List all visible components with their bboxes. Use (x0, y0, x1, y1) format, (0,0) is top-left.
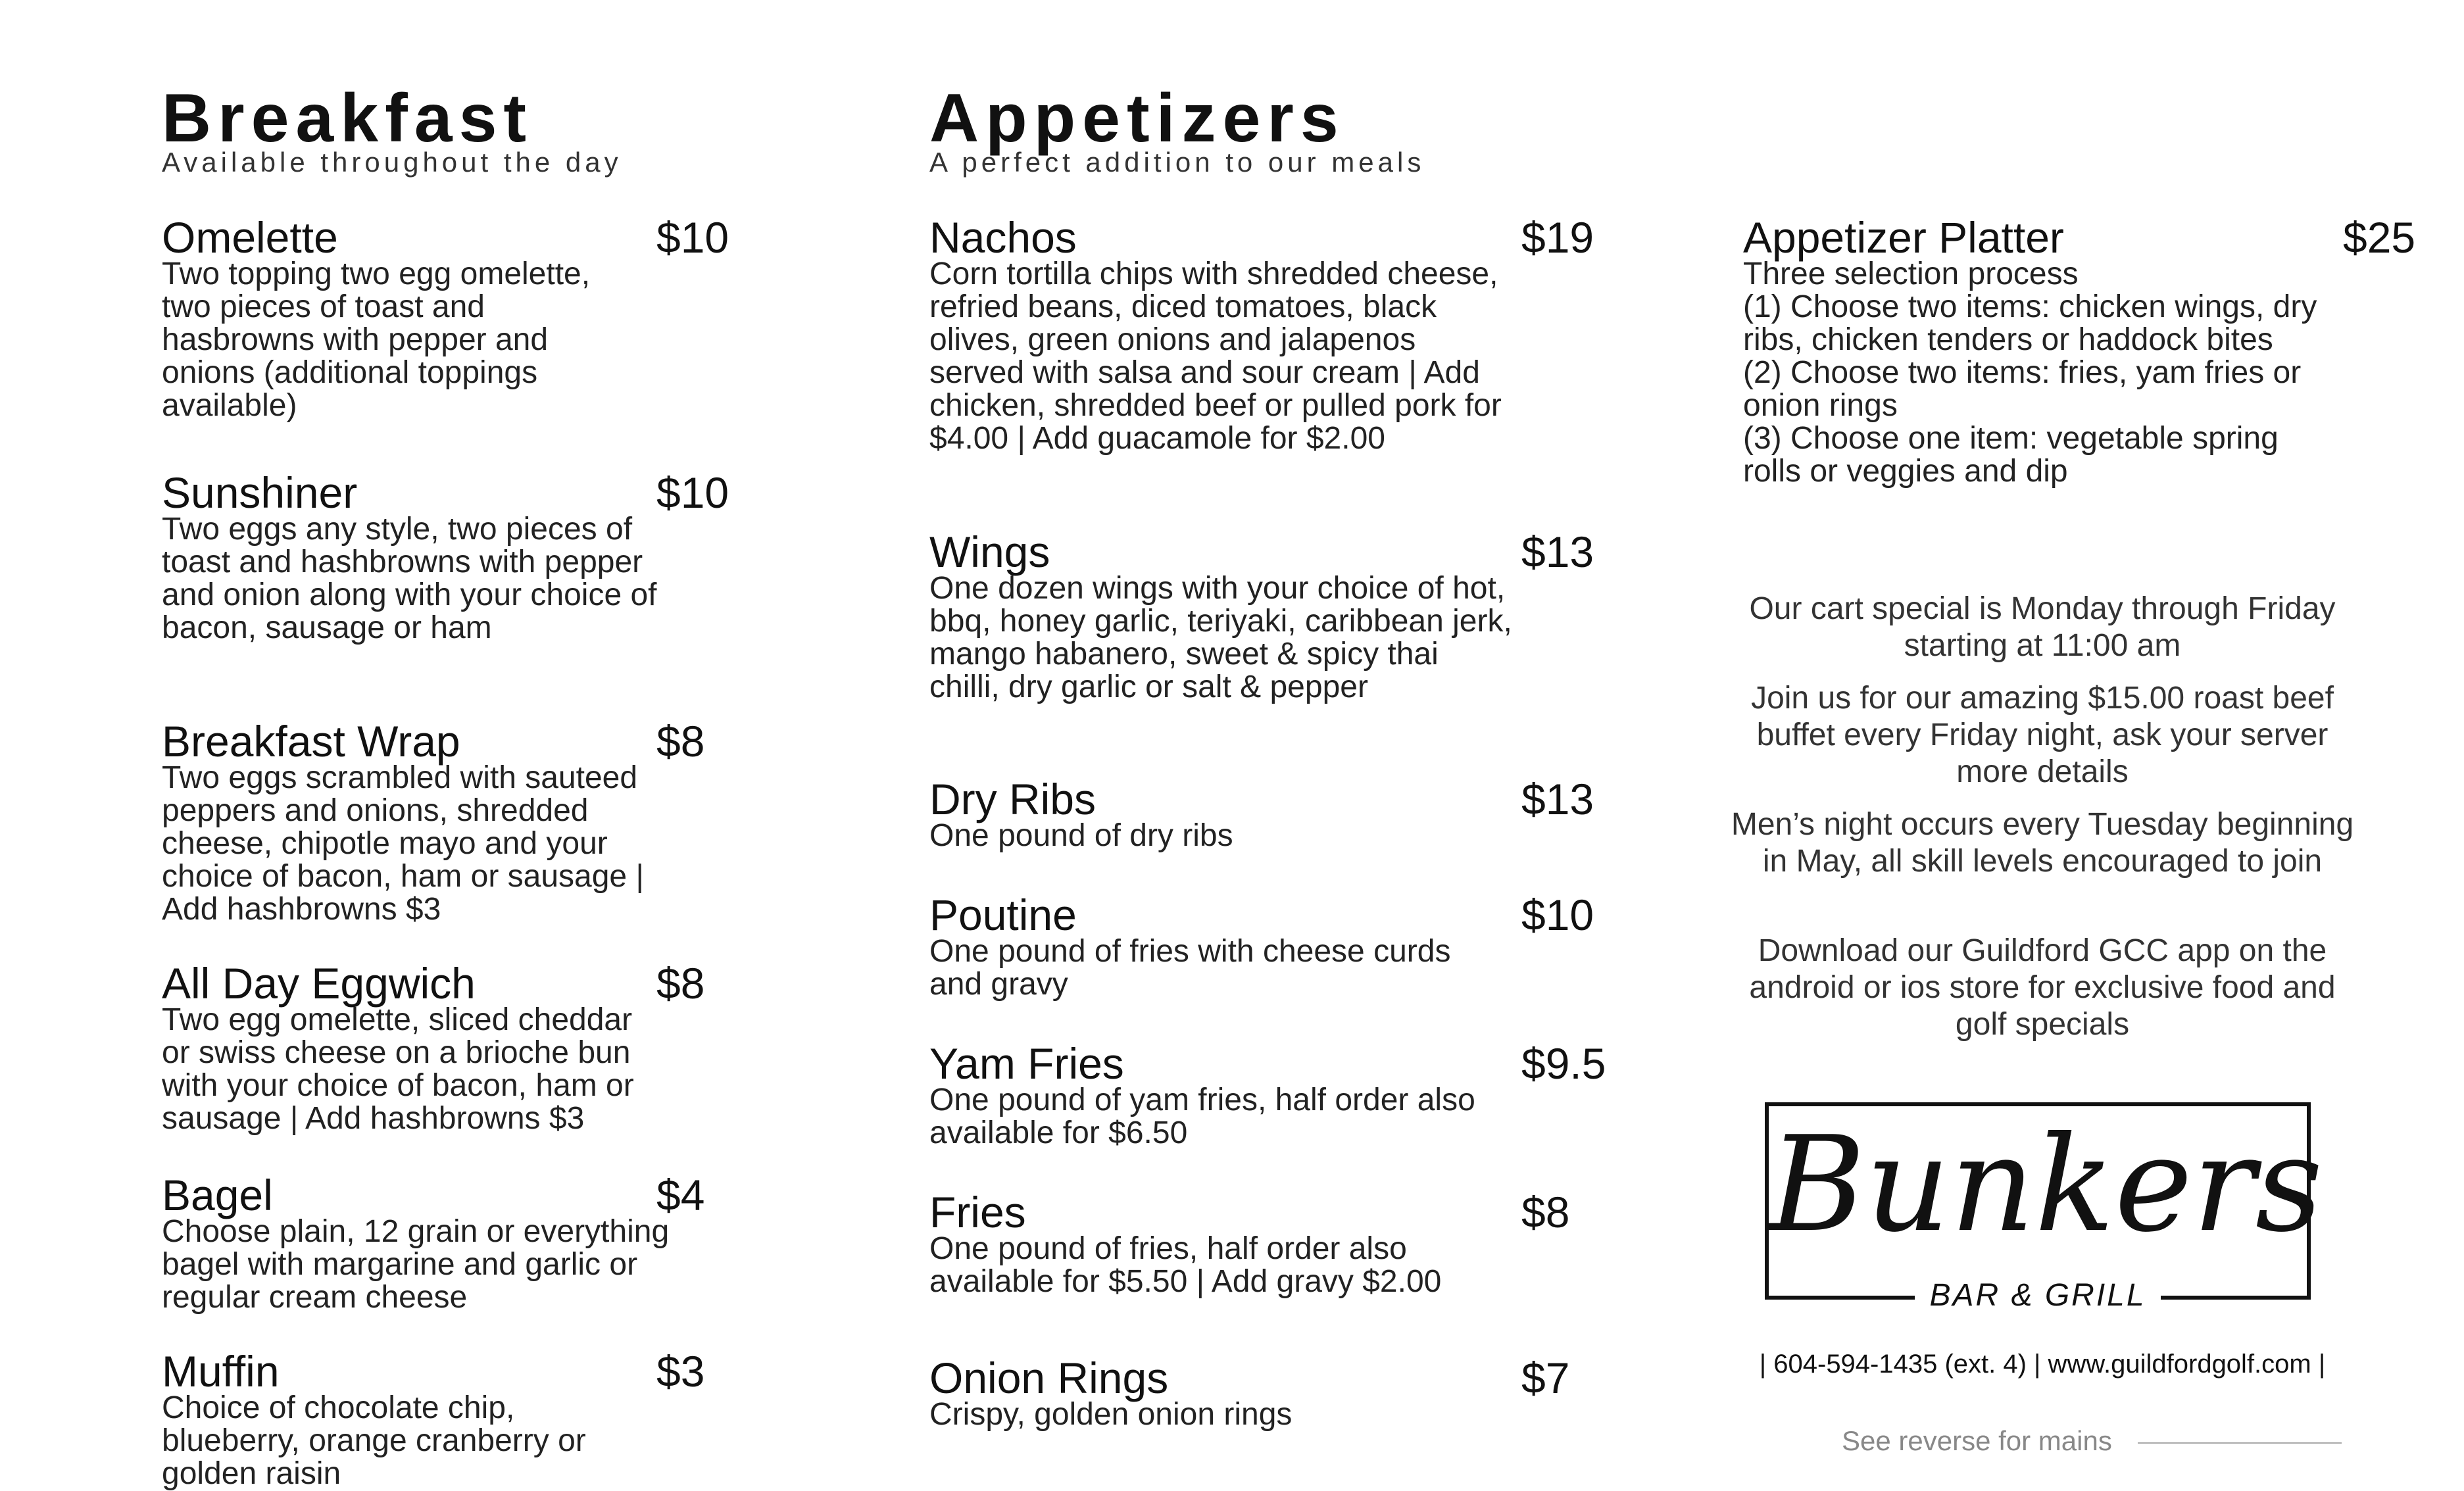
item-description: Two eggs scrambled with sauteed peppers and onions, shredded cheese, chipotle mayo and your choice of bacon, ham or sausage | Add hashbrowns $3 (162, 760, 644, 927)
menu-item-omelette (162, 213, 754, 433)
item-price: $10 (1521, 891, 1594, 939)
item-description: Two eggs any style, two pieces of toast and hashbrowns with pepper and onion along with your choice of bacon, sausage or ham (162, 512, 657, 645)
item-name: Nachos (929, 213, 1077, 262)
menu-item-sunshiner (162, 468, 754, 688)
item-price: $7 (1521, 1354, 1570, 1402)
item-price: $13 (1521, 527, 1594, 576)
item-name: Dry Ribs (929, 775, 1096, 823)
menu-item-fries (929, 1190, 1666, 1309)
item-description: One pound of fries, half order also available for $5.50 | Add gravy $2.00 (929, 1231, 1442, 1299)
item-price: $19 (1521, 213, 1594, 262)
menu-item-breakfast-wrap (162, 717, 754, 937)
platter-line: (1) Choose two items: chicken wings, dry ribs, chicken tenders or haddock bites (1743, 289, 2317, 357)
item-price: $10 (656, 468, 729, 517)
item-description: One pound of dry ribs (929, 818, 1233, 853)
item-price: $8 (656, 717, 705, 766)
item-name: Yam Fries (929, 1039, 1124, 1088)
item-name: Omelette (162, 213, 338, 262)
item-description: Crispy, golden onion rings (929, 1397, 1293, 1432)
item-description: Choice of chocolate chip, blueberry, orange cranberry or golden raisin (162, 1390, 586, 1491)
menu-item-onion-rings (929, 1356, 1666, 1442)
item-name: Breakfast Wrap (162, 717, 460, 766)
menu-item-dry-ribs (929, 777, 1666, 863)
item-price: $9.5 (1521, 1039, 1606, 1088)
logo-subtitle: BAR & GRILL (1915, 1276, 2160, 1315)
menu-item-wings (929, 527, 1666, 747)
item-price: $10 (656, 213, 729, 262)
platter-line: (3) Choose one item: vegetable spring rolls or veggies and dip (1743, 421, 2279, 489)
item-name: Wings (929, 527, 1050, 576)
platter-line: Three selection process (1743, 257, 2079, 291)
item-price: $13 (1521, 775, 1594, 823)
item-name: Bagel (162, 1171, 273, 1219)
item-description: One pound of yam fries, half order also available for $6.50 (929, 1083, 1475, 1150)
item-name: Fries (929, 1188, 1026, 1236)
reverse-note (1842, 1425, 2342, 1457)
item-name: Appetizer Platter (1743, 213, 2064, 262)
info-cart-special: Our cart special is Monday through Friday starting at 11:00 am (1749, 591, 2336, 663)
item-description: One pound of fries with cheese curds and gravy (929, 934, 1451, 1002)
item-price: $4 (656, 1171, 705, 1219)
breakfast-column (162, 0, 754, 1491)
item-price: $25 (2343, 213, 2416, 262)
appetizers-title: Appetizers (929, 80, 1345, 157)
menu-item-bagel (162, 1173, 754, 1338)
breakfast-title: Breakfast (162, 80, 533, 157)
item-description: Two egg omelette, sliced cheddar or swiss cheese on a brioche bun with your choice of bacon, ham or sausage | Add hashbrowns $3 (162, 1002, 634, 1136)
item-description: Two topping two egg omelette, two pieces of toast and hasbrowns with pepper and onions (additional toppings available) (162, 257, 591, 423)
item-name: Sunshiner (162, 468, 358, 517)
logo-sub-wrap (1769, 1276, 2307, 1315)
item-name: Onion Rings (929, 1354, 1169, 1402)
item-description: Corn tortilla chips with shredded cheese, refried beans, diced tomatoes, black olives, green onions and jalapenos served with salsa and sour cream | Add chicken, shredded beef or pulled pork for $4.00 | Add guacamole for $2.00 (929, 257, 1502, 456)
item-name: Muffin (162, 1347, 280, 1396)
menu-item-nachos (929, 213, 1666, 492)
menu-item-muffin (162, 1347, 754, 1491)
platter-line: (2) Choose two items: fries, yam fries or onion rings (1743, 355, 2302, 423)
platter-description (1743, 258, 2335, 488)
item-price: $8 (1521, 1188, 1570, 1236)
appetizers-column (929, 0, 1666, 1480)
info-app-download: Download our Guildford GCC app on the android or ios store for exclusive food and golf specials (1749, 933, 2336, 1042)
item-price: $3 (656, 1347, 705, 1396)
menu-item-yam-fries (929, 1039, 1666, 1160)
info-roast-beef-buffet: Join us for our amazing $15.00 roast beef buffet every Friday night, ask your server more details (1751, 681, 2334, 789)
menu-item-all-day-eggwich (162, 959, 754, 1159)
menu-item-poutine (929, 893, 1666, 1012)
breakfast-subtitle: Available throughout the day (162, 147, 622, 178)
menu-item-appetizer-platter (1743, 213, 2427, 531)
logo-script-text: Bunkers (1769, 1108, 2323, 1261)
contact-line: | 604-594-1435 (ext. 4) | www.guildfordgolf.com | (1759, 1350, 2326, 1379)
bunkers-logo (1765, 1102, 2323, 1313)
reverse-note-text: See reverse for mains (1842, 1425, 2112, 1456)
item-name: All Day Eggwich (162, 959, 476, 1008)
appetizers-subtitle: A perfect addition to our meals (929, 147, 1425, 178)
item-price: $8 (656, 959, 705, 1008)
info-mens-night: Men’s night occurs every Tuesday beginning in May, all skill levels encouraged to join (1731, 807, 2354, 879)
reverse-note-rule (2138, 1442, 2342, 1444)
item-description: Choose plain, 12 grain or everything bagel with margarine and garlic or regular cream cheese (162, 1214, 670, 1315)
item-description: One dozen wings with your choice of hot, bbq, honey garlic, teriyaki, caribbean jerk, mango habanero, sweet & spicy thai chilli, dry garlic or salt & pepper (929, 571, 1512, 704)
item-name: Poutine (929, 891, 1077, 939)
